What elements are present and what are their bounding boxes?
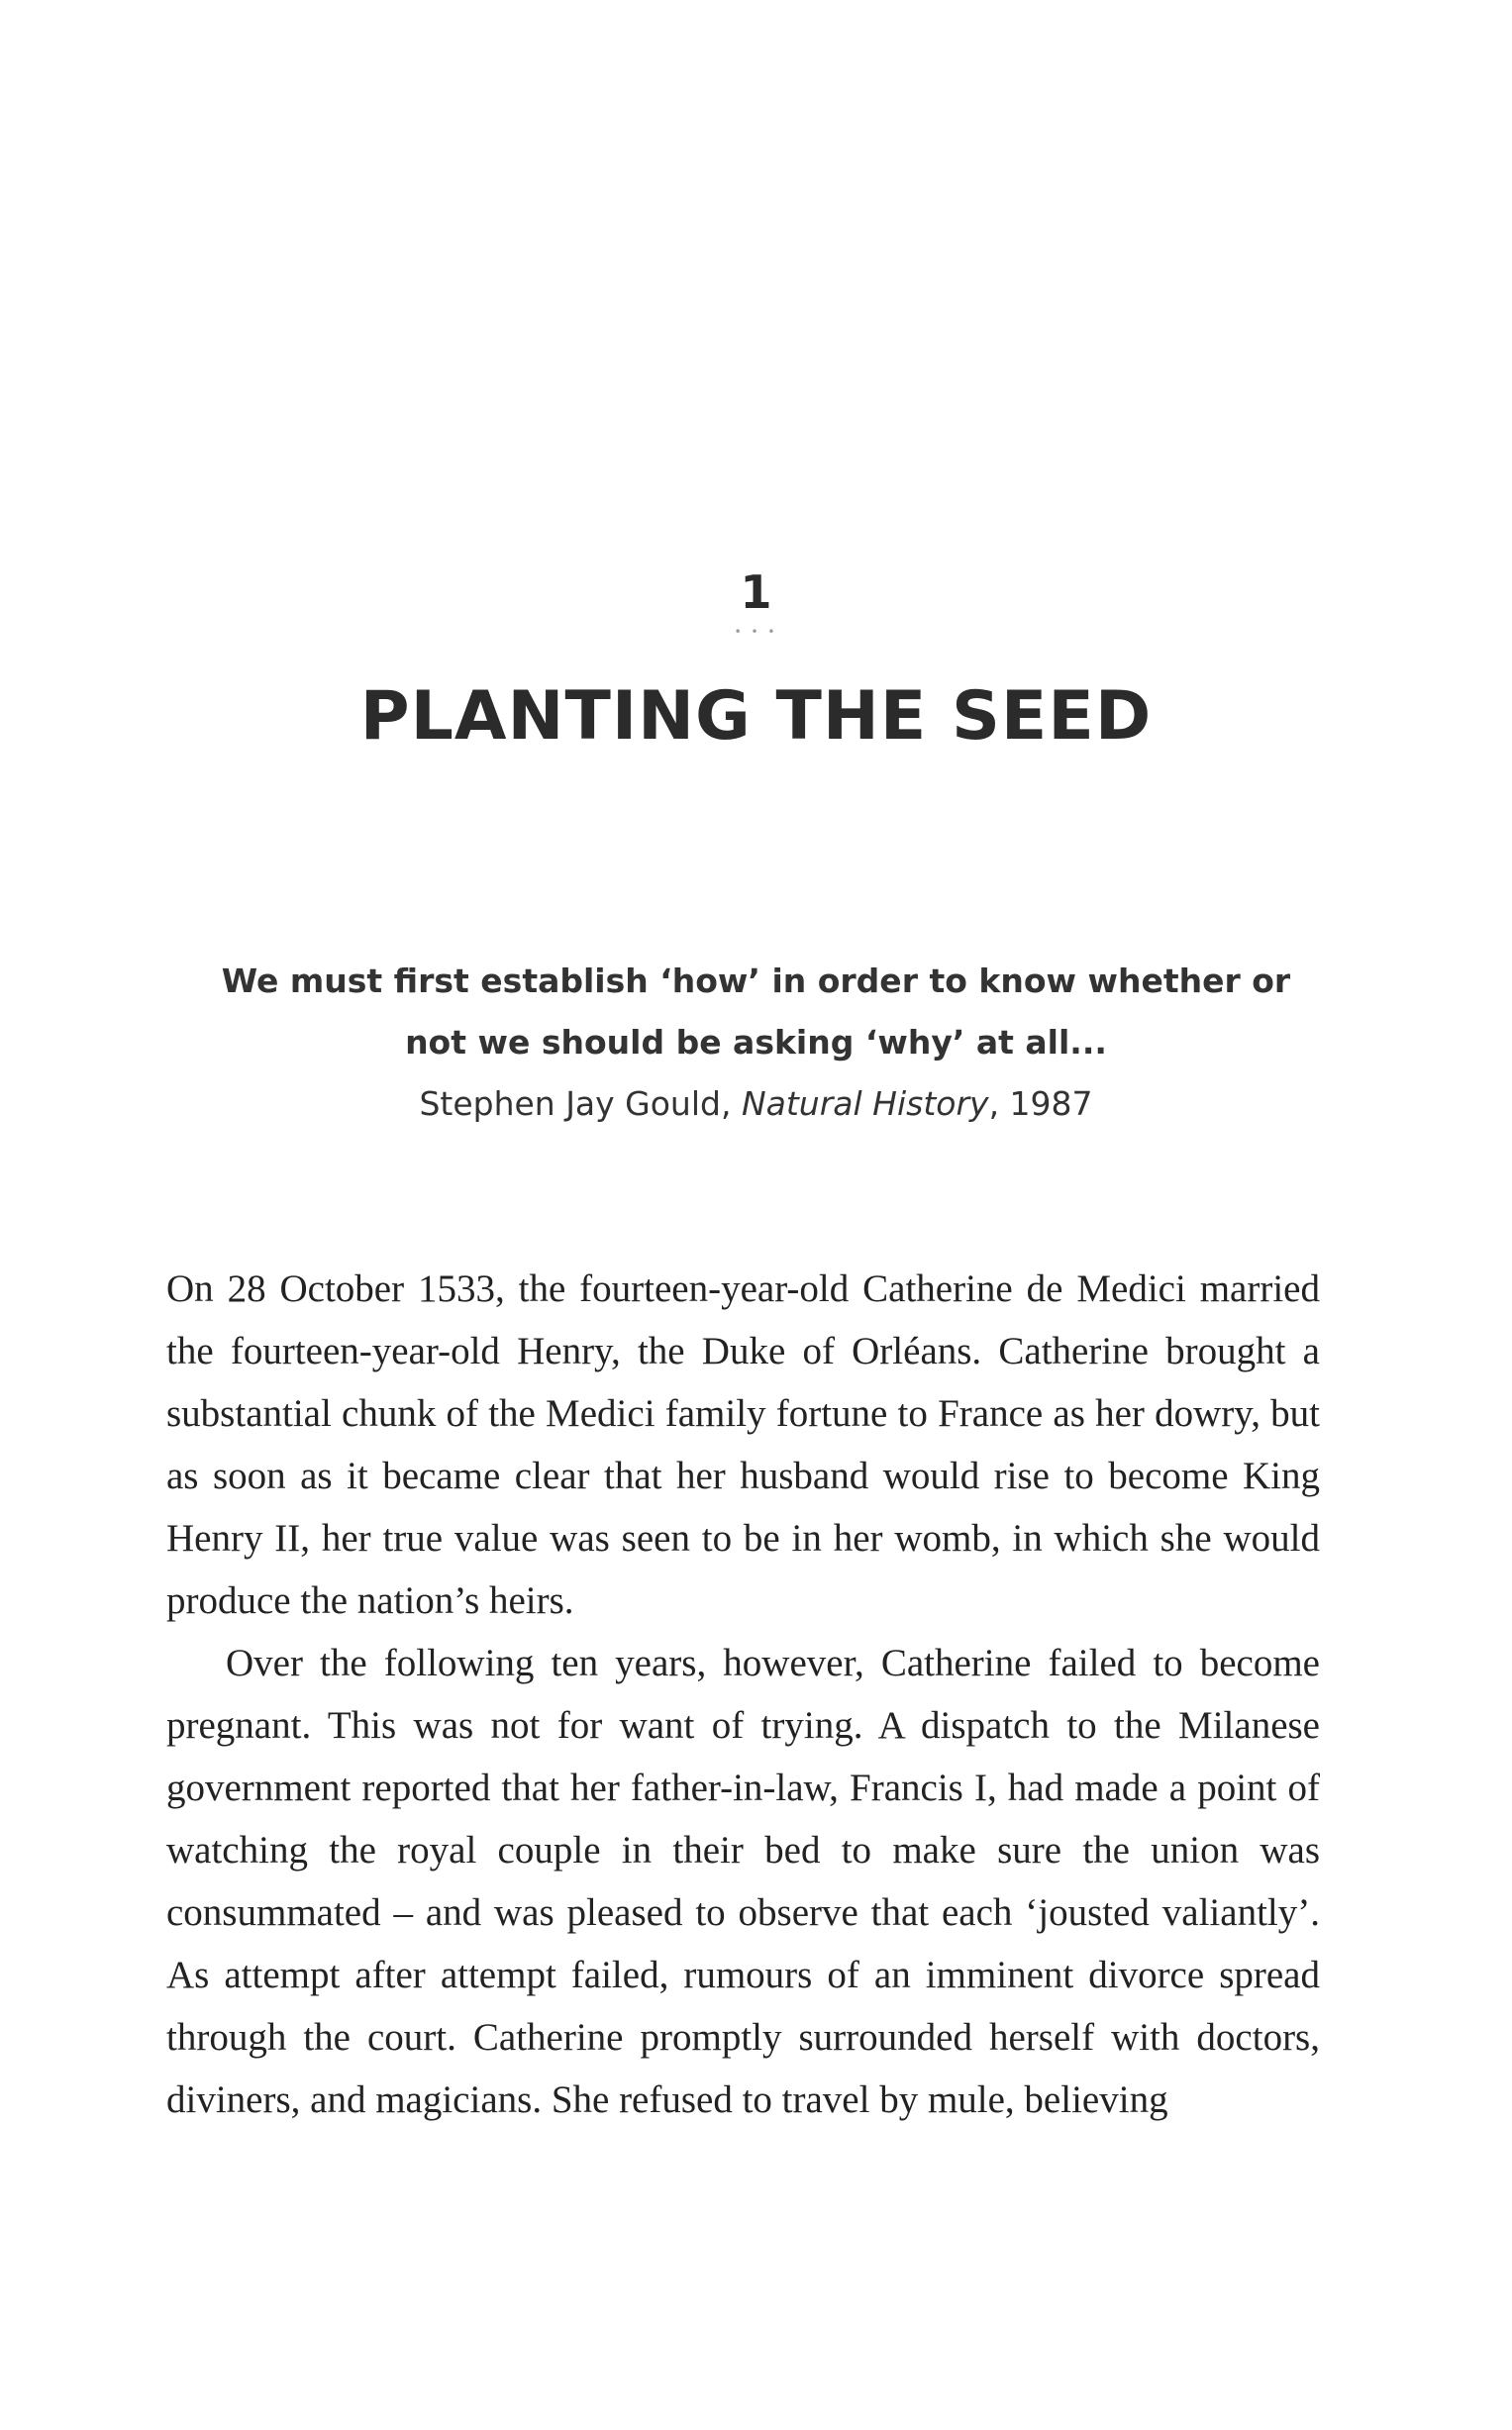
paragraph: On 28 October 1533, the fourteen-year-old Catherine de Medici married the fourteen-year-old Henry, the Duke of Orléans. Catherine brought a substantial chunk of the Medici family fortune to France as her dowry, but as soon as it became clear that her husband would rise to become King Henry II, her true value was seen to be in her womb, in which she would produce the nation’s heirs.: [166, 1267, 1320, 1622]
epigraph-work: Natural History: [741, 1084, 989, 1123]
epigraph-attribution: [198, 1073, 1314, 1135]
chapter-number: 1: [740, 565, 772, 619]
chapter-ornament: • • •: [734, 625, 778, 639]
epigraph-author: Stephen Jay Gould,: [419, 1084, 732, 1123]
paragraph: Over the following ten years, however, Catherine failed to become pregnant. This was not for want of trying. A dispatch to the Milanese government reported that her father-in-law, Francis I, had made a point of watching the royal couple in their bed to make sure the union was consummated – and was pleased to observe that each ‘jousted valiantly’. As attempt after attempt failed, rumours of an imminent divorce spread through the court. Catherine promptly surrounded herself with doctors, diviners, and magicians. She refused to travel by mule, believing: [166, 1642, 1320, 2121]
epigraph-year: , 1987: [988, 1084, 1093, 1123]
body-text: [166, 1258, 1320, 2131]
epigraph: [198, 951, 1314, 1135]
chapter-title: PLANTING THE SEED: [359, 677, 1153, 756]
epigraph-quote: We must first establish ‘how’ in order to know whether or not we should be asking ‘why’ at all...: [221, 962, 1291, 1062]
